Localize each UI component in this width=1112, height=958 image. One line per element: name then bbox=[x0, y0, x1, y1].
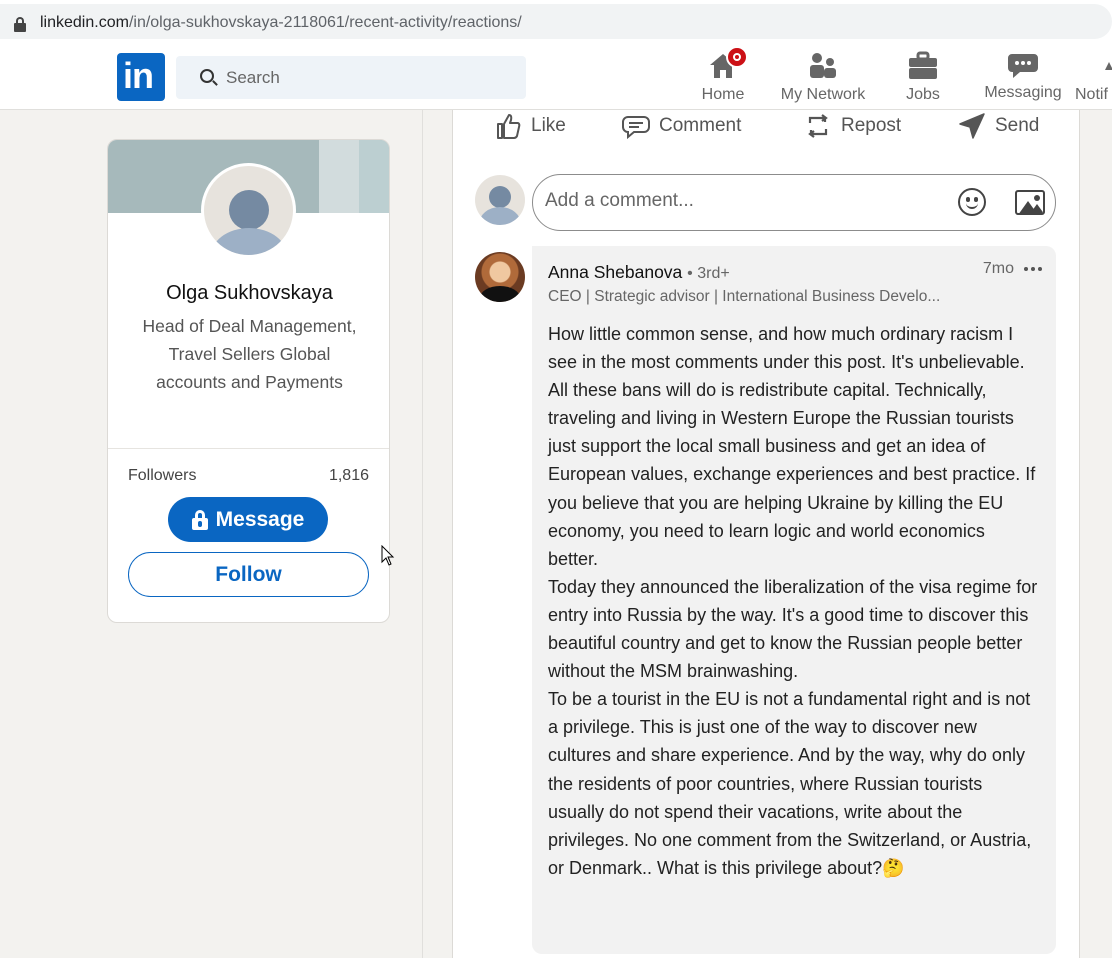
comment-item bbox=[532, 246, 1056, 954]
post-actions-bar bbox=[453, 110, 1081, 146]
like-button[interactable] bbox=[493, 110, 566, 142]
thumbs-up-icon bbox=[493, 111, 523, 141]
nav-label-jobs: Jobs bbox=[906, 86, 940, 103]
feed-post bbox=[452, 110, 1080, 958]
briefcase-icon bbox=[906, 50, 940, 82]
nav-item-home[interactable] bbox=[696, 50, 750, 106]
repost-icon bbox=[803, 111, 833, 141]
nav-label-home: Home bbox=[701, 86, 745, 103]
url-field[interactable] bbox=[0, 4, 1112, 39]
nav-item-notifications[interactable] bbox=[1075, 50, 1112, 106]
followers-count: 1,816 bbox=[328, 467, 369, 484]
comment-time: 7mo bbox=[982, 260, 1014, 277]
global-nav bbox=[0, 44, 1112, 110]
mouse-cursor-icon bbox=[381, 545, 395, 567]
commenter-avatar[interactable] bbox=[475, 252, 525, 302]
search-input[interactable] bbox=[226, 56, 516, 99]
send-label: Send bbox=[995, 115, 1040, 136]
nav-item-jobs[interactable] bbox=[900, 50, 946, 106]
message-button-label: Message bbox=[215, 507, 305, 531]
comment-text: How little common sense, and how much ordinary racism I see in the most comments under this post. It's unbelievable. All these bans will do is redistribute capital. Technically, traveling and living in Western Europe the Russian tourists just support the local small business and get an idea of European values, exchange experiences and best practice. If you believe that you are helping Ukraine by killing the EU economy, you need to learn logic and world economics better. Today they announced the liberalization of the visa regime for entry into Russia by the way. It's a good time to discover this beautiful country and get to know the Russian people better without the MSM brainwashing. To be a tourist in the EU is not a fundamental right and is not a privilege. This is just one of the way to discover new cultures and share experience. And by the way, why do only the residents of poor countries, where Russian tourists usually do not spend their vacations, write about the privileges. No one comment from the Switzerland, or Austria, or Denmark.. What is this privilege about?🤔 bbox=[548, 324, 1038, 878]
comment-button[interactable] bbox=[621, 110, 741, 142]
nav-label-messaging: Messaging bbox=[984, 84, 1062, 101]
messaging-icon bbox=[1006, 50, 1040, 82]
commenter-name-text: Anna Shebanova bbox=[548, 262, 683, 282]
url-text[interactable] bbox=[40, 14, 522, 32]
nav-item-my-network[interactable] bbox=[774, 50, 872, 106]
comment-label: Comment bbox=[659, 115, 742, 136]
comment-input-placeholder: Add a comment... bbox=[545, 190, 694, 211]
network-icon bbox=[806, 50, 840, 82]
more-options-icon[interactable] bbox=[1024, 267, 1044, 272]
lock-icon bbox=[192, 510, 208, 530]
comment-icon bbox=[621, 111, 651, 141]
commenter-name[interactable] bbox=[548, 262, 730, 283]
repost-label: Repost bbox=[841, 115, 902, 136]
repost-button[interactable] bbox=[803, 110, 901, 142]
linkedin-logo[interactable] bbox=[117, 53, 165, 101]
follow-button-label: Follow bbox=[215, 562, 282, 586]
comment-input[interactable] bbox=[532, 174, 1056, 231]
message-button[interactable] bbox=[168, 497, 328, 542]
connection-degree: • 3rd+ bbox=[687, 265, 730, 282]
nav-label-my-network: My Network bbox=[780, 86, 866, 103]
send-button[interactable] bbox=[957, 110, 1039, 142]
commenter-headline: CEO | Strategic advisor | International Business Develo... bbox=[548, 288, 941, 305]
like-label: Like bbox=[531, 115, 566, 136]
logo-text: in bbox=[123, 55, 153, 96]
profile-headline: Head of Deal Management, Travel Sellers Global accounts and Payments bbox=[142, 316, 357, 392]
notification-badge bbox=[726, 46, 748, 68]
avatar[interactable] bbox=[201, 163, 296, 258]
divider bbox=[108, 448, 390, 449]
home-icon bbox=[706, 50, 740, 82]
send-icon bbox=[957, 111, 987, 141]
profile-name[interactable]: Olga Sukhovskaya bbox=[166, 282, 333, 304]
url-host: linkedin.com bbox=[40, 14, 129, 31]
follow-button[interactable] bbox=[128, 552, 369, 597]
column-divider bbox=[422, 110, 423, 958]
profile-card bbox=[107, 139, 390, 623]
current-user-avatar bbox=[475, 175, 525, 225]
search-bar[interactable] bbox=[176, 56, 526, 99]
lock-icon[interactable] bbox=[14, 17, 26, 31]
nav-item-messaging[interactable] bbox=[982, 50, 1064, 106]
nav-label-notifications: Notif bbox=[1075, 86, 1108, 103]
url-path: /in/olga-sukhovskaya-2118061/recent-activity/reactions/ bbox=[128, 14, 522, 31]
emoji-icon[interactable] bbox=[958, 188, 986, 216]
bell-icon bbox=[1101, 50, 1112, 82]
search-icon bbox=[200, 69, 214, 83]
image-icon[interactable] bbox=[1015, 190, 1045, 215]
followers-label: Followers bbox=[128, 467, 197, 484]
browser-address-bar bbox=[0, 0, 1112, 44]
